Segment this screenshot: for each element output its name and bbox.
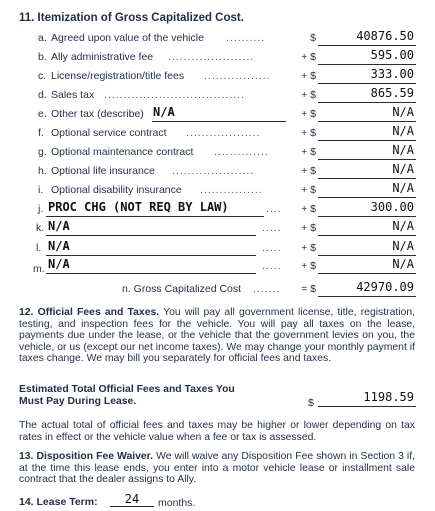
amount-field-c[interactable]: [318, 67, 416, 84]
item-letter: b.: [38, 51, 47, 63]
custom-item-field-l[interactable]: [46, 239, 256, 256]
leader-dots: ......................: [168, 51, 255, 63]
currency-sign: + $: [301, 108, 316, 120]
leader-dots: ...................: [186, 127, 261, 139]
currency-sign: + $: [301, 89, 316, 101]
item-row-f: [0, 124, 435, 142]
amount-value: N/A: [392, 143, 414, 157]
amount-value: N/A: [392, 239, 414, 253]
amount-value: 865.59: [370, 86, 414, 100]
custom-item-value: N/A: [48, 219, 70, 233]
amount-value: 300.00: [370, 200, 414, 214]
amount-value: N/A: [392, 257, 414, 271]
amount-field-k[interactable]: [318, 219, 416, 236]
section-14-heading: 14. Lease Term:: [19, 496, 98, 508]
estimated-fees-field[interactable]: [318, 390, 416, 407]
item-row-e: [0, 105, 435, 123]
amount-field-h[interactable]: [318, 162, 416, 179]
item-label: Optional disability insurance: [51, 184, 182, 196]
leader-dots: .....: [262, 242, 282, 254]
leader-dots: ..............: [214, 146, 269, 158]
item-label: License/registration/title fees: [51, 70, 185, 82]
section-13-body: We will waive any Disposition Fee shown in Section 3 if, at the time this lease ends, you enter into a motor vehicle lease or installment sale contract that the dealer assigns to Ally.: [19, 451, 415, 486]
amount-field-j[interactable]: [318, 200, 416, 217]
amount-value: N/A: [392, 162, 414, 176]
amount-field-b[interactable]: [318, 48, 416, 65]
item-letter: g.: [38, 146, 47, 158]
custom-item-field-j[interactable]: [46, 200, 264, 217]
estimated-fees-value: 1198.59: [363, 390, 414, 404]
amount-value: N/A: [392, 219, 414, 233]
leader-dots: ..........: [226, 32, 266, 44]
currency-sign: $: [308, 397, 314, 409]
leader-dots: ....: [266, 203, 282, 215]
leader-dots: .....: [262, 260, 282, 272]
leader-dots: .................: [204, 70, 271, 82]
item-letter: k.: [36, 222, 45, 234]
amount-value: 40876.50: [356, 29, 414, 43]
currency-sign: = $: [301, 283, 316, 295]
amount-value: 333.00: [370, 67, 414, 81]
section-13: [19, 451, 415, 486]
item-letter: a.: [38, 32, 47, 44]
item-label: Optional maintenance contract: [51, 146, 194, 158]
currency-sign: + $: [301, 222, 316, 234]
item-row-g: [0, 143, 435, 161]
leader-dots: .....: [262, 222, 282, 234]
custom-item-value: PROC CHG (NOT REQ BY LAW): [48, 200, 229, 214]
estimated-fees-label: [19, 384, 289, 407]
estimated-fees-note: The actual total of official fees and taxes may be higher or lower depending on tax rates in effect or the vehicle value when a fee or tax is assessed.: [19, 420, 415, 443]
amount-field-m[interactable]: [318, 257, 416, 274]
amount-field-a[interactable]: [318, 29, 416, 46]
custom-item-field-m[interactable]: [46, 257, 256, 274]
currency-sign: + $: [301, 146, 316, 158]
item-letter: h.: [38, 165, 47, 177]
total-amount-value: 42970.09: [356, 280, 414, 294]
item-row-total: [0, 280, 435, 298]
total-label: n. Gross Capitalized Cost: [122, 283, 242, 295]
total-amount-field[interactable]: [318, 280, 416, 297]
item-letter: j.: [38, 203, 44, 215]
custom-item-field-k[interactable]: [46, 219, 256, 236]
estimated-label-line1: Estimated Total Official Fees and Taxes You: [19, 384, 235, 395]
amount-field-d[interactable]: [318, 86, 416, 103]
item-row-a: [0, 29, 435, 47]
amount-value: N/A: [392, 181, 414, 195]
item-label: Optional life insurance: [51, 165, 155, 177]
amount-value: N/A: [392, 105, 414, 119]
section-11-heading: 11. Itemization of Gross Capitalized Cost.: [19, 12, 244, 24]
currency-sign: + $: [301, 165, 316, 177]
item-label: Ally administrative fee: [51, 51, 154, 63]
item-row-i: [0, 181, 435, 199]
item-letter: i.: [38, 184, 44, 196]
amount-field-f[interactable]: [318, 124, 416, 141]
item-row-h: [0, 162, 435, 180]
item-letter: f.: [38, 127, 44, 139]
item-row-m: [0, 257, 435, 275]
currency-sign: + $: [301, 184, 316, 196]
item-label: Other tax (describe): [51, 108, 144, 120]
currency-sign: + $: [301, 127, 316, 139]
item-letter: e.: [38, 108, 47, 120]
amount-value: 595.00: [370, 48, 414, 62]
item-letter: m.: [33, 263, 45, 275]
item-label: Sales tax: [51, 89, 95, 101]
amount-field-e[interactable]: [318, 105, 416, 122]
lease-term-field[interactable]: [110, 492, 154, 507]
section-13-heading: 13. Disposition Fee Waiver.: [19, 451, 154, 462]
currency-sign: + $: [301, 260, 316, 272]
item-row-k: [0, 219, 435, 237]
estimated-label-line2: Must Pay During Lease.: [19, 395, 137, 407]
amount-field-i[interactable]: [318, 181, 416, 198]
currency-sign: + $: [301, 203, 316, 215]
lease-term-value: 24: [124, 492, 140, 506]
section-12-heading: 12. Official Fees and Taxes.: [19, 307, 160, 318]
currency-sign: + $: [301, 51, 316, 63]
currency-sign: + $: [301, 70, 316, 82]
other-tax-field[interactable]: [152, 105, 286, 122]
leader-dots: ................: [200, 184, 263, 196]
item-row-l: [0, 239, 435, 257]
item-row-c: [0, 67, 435, 85]
item-row-d: [0, 86, 435, 104]
custom-item-value: N/A: [48, 239, 70, 253]
section-12: [19, 307, 415, 365]
leader-dots: .......: [253, 283, 281, 295]
lease-term-unit: months.: [158, 497, 196, 509]
item-label: Optional service contract: [51, 127, 167, 139]
amount-field-g[interactable]: [318, 143, 416, 160]
currency-sign: $: [310, 32, 316, 44]
item-letter: l.: [36, 242, 42, 254]
item-row-j: [0, 200, 435, 218]
amount-field-l[interactable]: [318, 239, 416, 256]
other-tax-value: N/A: [153, 105, 175, 119]
item-letter: d.: [38, 89, 47, 101]
item-label: Agreed upon value of the vehicle: [51, 32, 204, 44]
item-row-b: [0, 48, 435, 66]
custom-item-value: N/A: [48, 257, 70, 271]
item-letter: c.: [38, 70, 47, 82]
currency-sign: + $: [301, 242, 316, 254]
leader-dots: ....................................: [104, 89, 246, 101]
leader-dots: .....................: [172, 165, 255, 177]
section-12-body: You will pay all government license, title, registration, testing, and inspection fees for the vehicle. You will pay all taxes on the lease, payments due under the lease, or the vehicle that the government levies on you, the vehicle, or us (except our net income taxes). We may change your monthly payment if taxes change. We may bill you separately for official fees and taxes.: [19, 307, 415, 365]
amount-value: N/A: [392, 124, 414, 138]
